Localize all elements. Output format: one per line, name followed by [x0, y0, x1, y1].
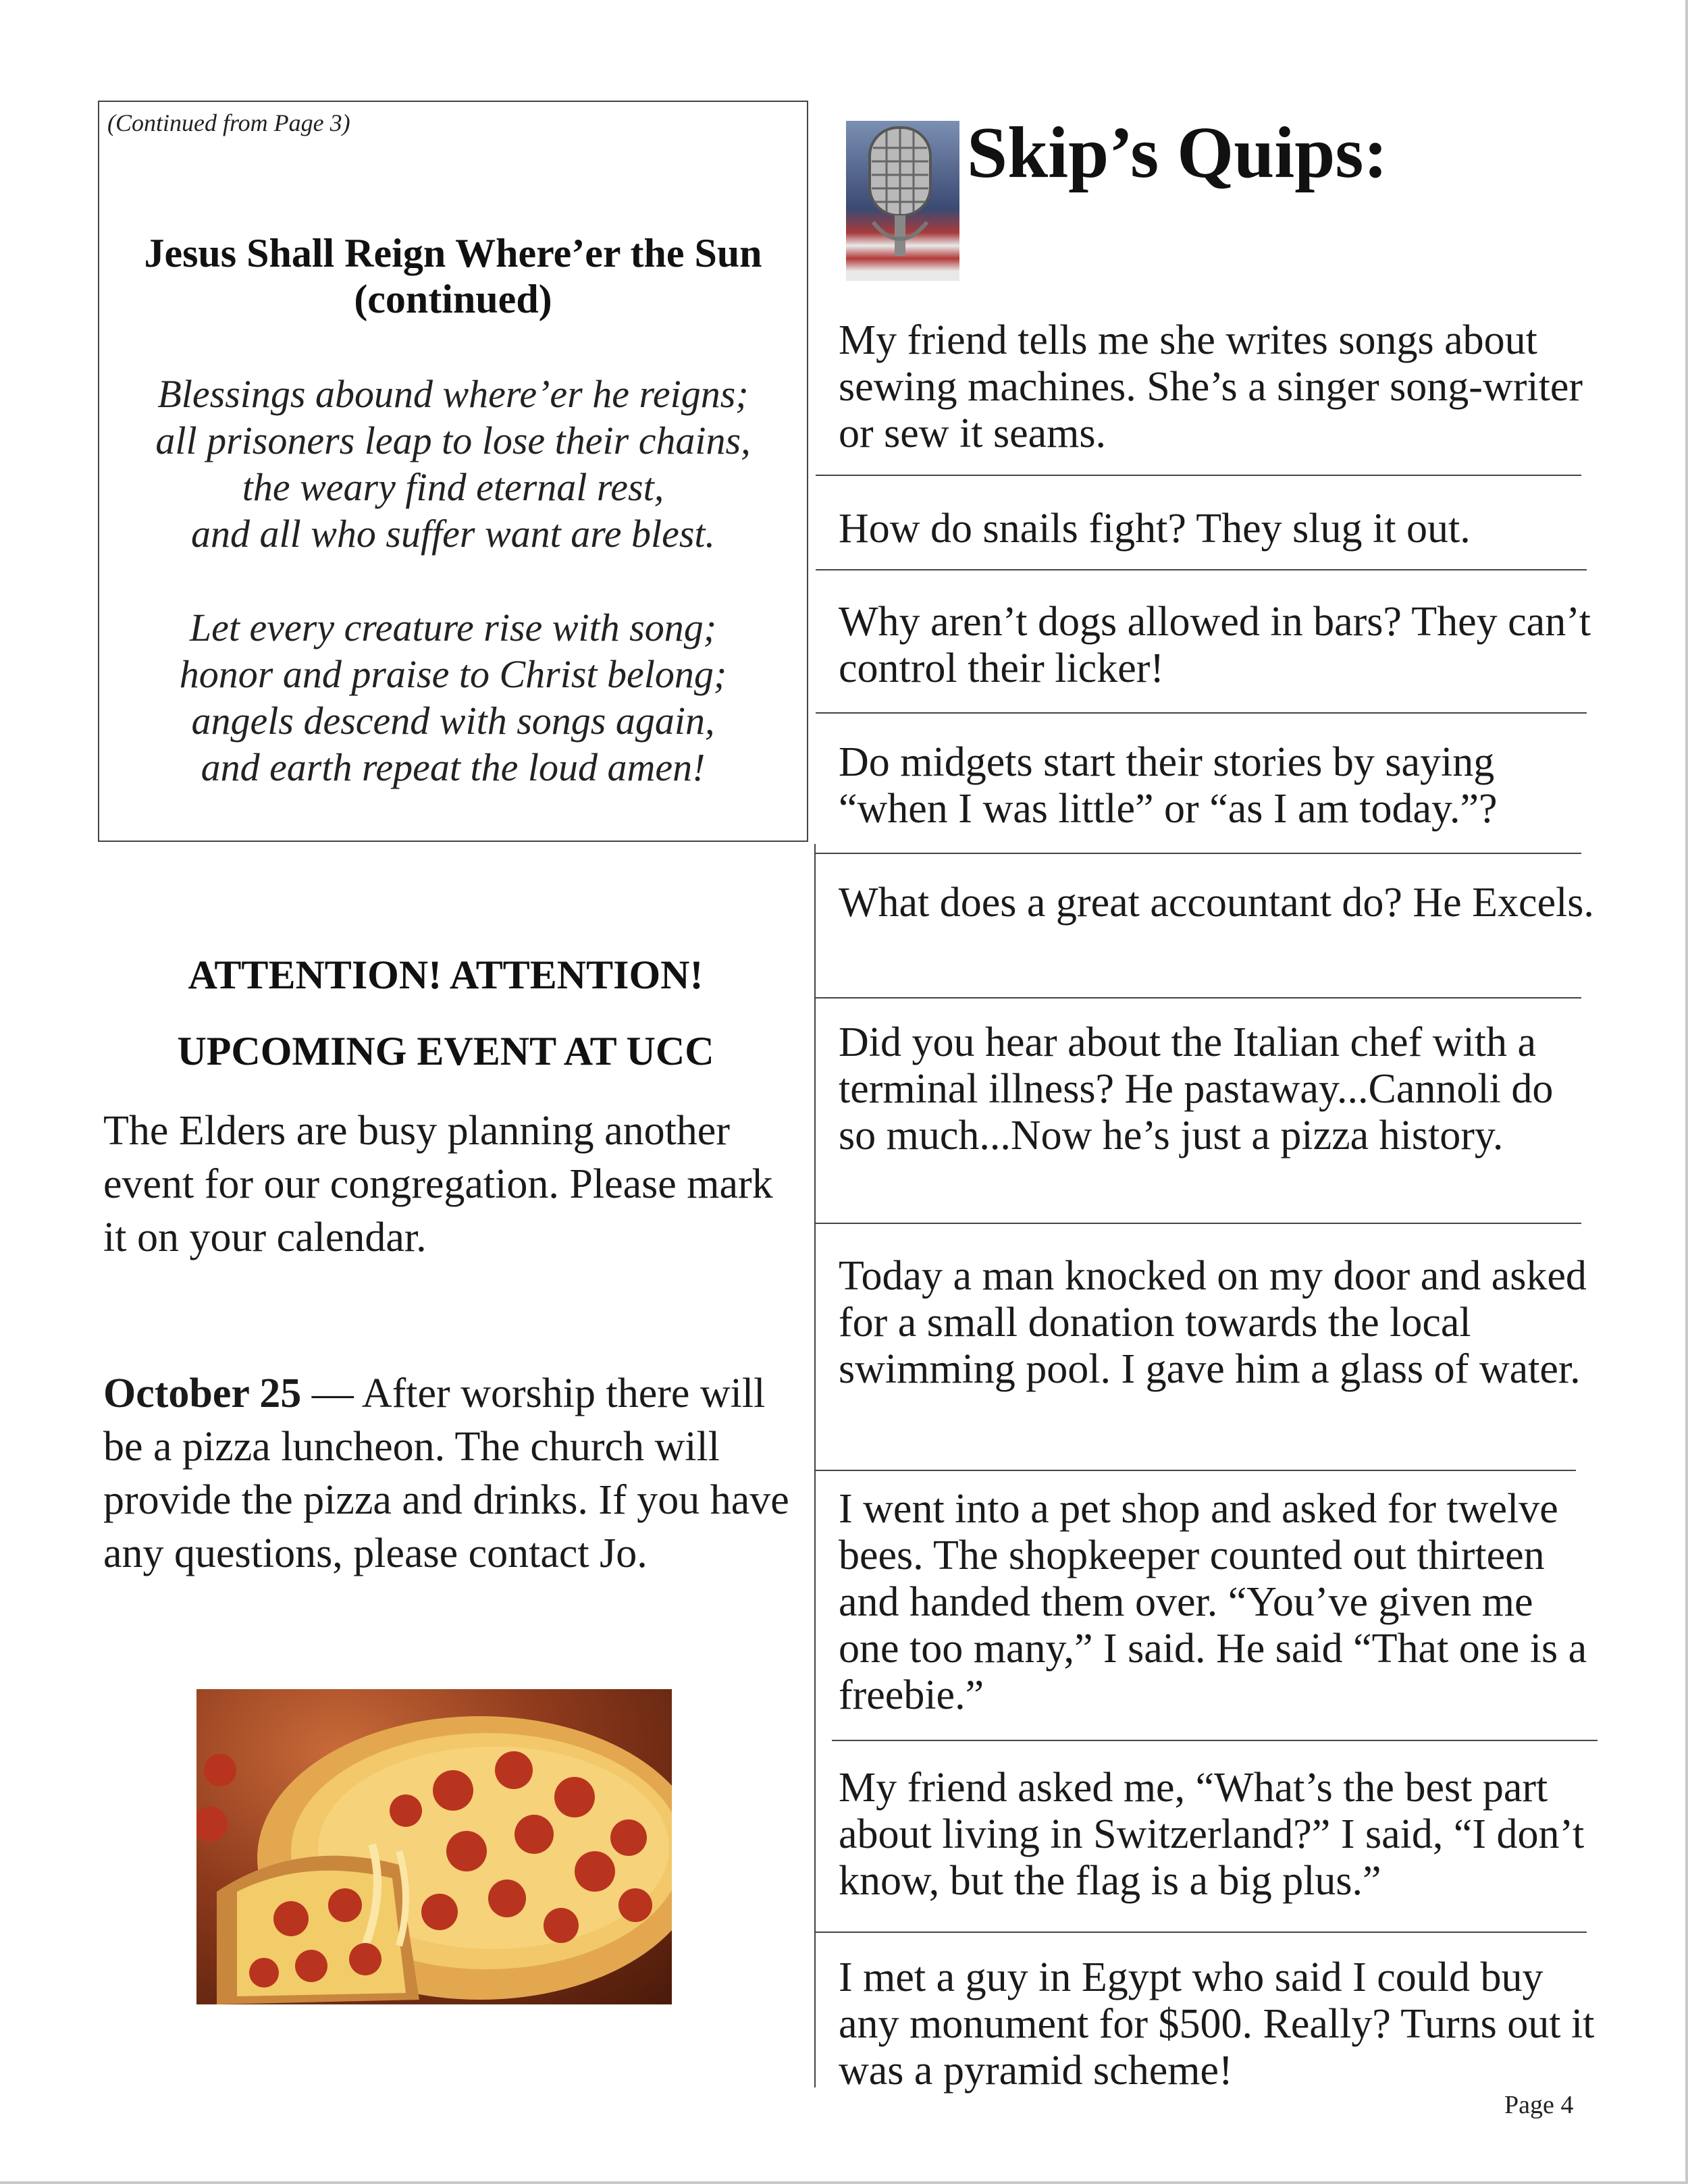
event-heading: UPCOMING EVENT AT UCC [177, 1029, 714, 1073]
stanza-line: honor and praise to Christ belong; [179, 652, 727, 696]
page-edge [0, 2181, 1688, 2184]
stanza-line: the weary find eternal rest, [242, 465, 664, 509]
stanza-line: and earth repeat the loud amen! [201, 745, 706, 789]
microphone-icon [846, 121, 959, 281]
joke-item: Today a man knocked on my door and asked for a small donation towards the local swimming pool. I gave him a glass of water. [839, 1253, 1587, 1392]
page-edge [1685, 0, 1688, 2184]
microphone-illustration [846, 121, 959, 281]
joke-divider [816, 712, 1587, 714]
event-intro: The Elders are busy planning another event for our congregation. Please mark it on your calendar. [103, 1108, 773, 1260]
quips-title: Skip’s Quips: [967, 113, 1388, 193]
joke-divider [816, 1223, 1581, 1224]
stanza-line: angels descend with songs again, [191, 699, 715, 743]
joke-item: Why aren’t dogs allowed in bars? They can’t control their licker! [839, 599, 1591, 691]
event-detail [103, 1367, 806, 1580]
joke-divider [816, 1932, 1587, 1933]
pizza-photo [196, 1689, 672, 2004]
pizza-illustration [196, 1689, 672, 2004]
joke-divider [816, 475, 1581, 476]
joke-item: How do snails fight? They slug it out. [839, 506, 1471, 552]
joke-item: I met a guy in Egypt who said I could buy any monument for $500. Really? Turns out it was a pyramid scheme! [839, 1954, 1595, 2094]
hymn-stanza-2 [99, 604, 807, 791]
hymn-title-line: (continued) [354, 277, 552, 321]
stanza-line: Blessings abound where’er he reigns; [157, 372, 749, 416]
hymn-box [98, 101, 808, 842]
event-description: — After worship there will be a pizza luncheon. The church will provide the pizza and drinks. If you have any questions, please contact Jo. [103, 1370, 789, 1576]
page-number: Page 4 [1504, 2091, 1574, 2119]
attention-heading: ATTENTION! ATTENTION! [188, 953, 704, 997]
hymn-title [99, 230, 807, 322]
hymn-title-line: Jesus Shall Reign Where’er the Sun [144, 231, 762, 275]
joke-item: Do midgets start their stories by saying “when I was little” or “as I am today.”? [839, 739, 1498, 832]
joke-item: Did you hear about the Italian chef with a terminal illness? He pastaway...Cannoli do so much...Now he’s just a pizza history. [839, 1019, 1554, 1158]
joke-divider [816, 569, 1587, 570]
stanza-line: all prisoners leap to lose their chains, [155, 419, 751, 462]
joke-item: My friend asked me, “What’s the best part about living in Switzerland?” I said, “I don’t know, but the flag is a big plus.” [839, 1765, 1585, 1904]
joke-item: I went into a pet shop and asked for twelve bees. The shopkeeper counted out thirteen and handed them over. “You’ve given me one too many,” I said. He said “That one is a freebie.” [839, 1486, 1587, 1718]
continued-note: (Continued from Page 3) [107, 109, 350, 136]
stanza-line: and all who suffer want are blest. [190, 512, 716, 556]
column-divider [814, 844, 816, 2087]
stanza-line: Let every creature rise with song; [189, 606, 717, 649]
joke-divider [816, 853, 1581, 854]
joke-divider [832, 1740, 1598, 1741]
joke-item: What does a great accountant do? He Excels. [839, 880, 1594, 926]
hymn-stanza-1 [99, 371, 807, 557]
joke-divider [816, 997, 1581, 998]
joke-item: My friend tells me she writes songs about sewing machines. She’s a singer song-writer or sew it seams. [839, 317, 1583, 456]
joke-divider [816, 1470, 1576, 1471]
event-date: October 25 [103, 1370, 302, 1416]
